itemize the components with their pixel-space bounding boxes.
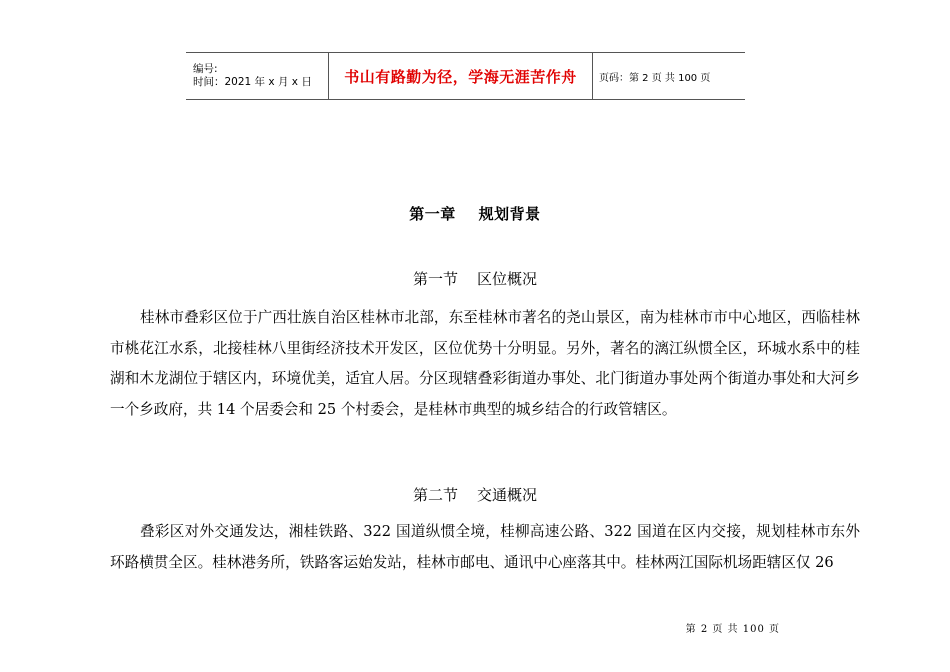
footer-page-number: 第 2 页 共 100 页 <box>685 624 780 635</box>
header-page-info: 页码：第 2 页 共 100 页 <box>599 72 711 84</box>
header-page-cell <box>593 53 745 99</box>
section-title-traffic: 第二节 交通概况 <box>412 486 538 504</box>
header-table <box>186 52 745 100</box>
document-time-label: 时间：2021 年 x 月 x 日 <box>193 76 312 88</box>
header-motto: 书山有路勤为径，学海无涯苦作舟 <box>344 67 577 86</box>
section-paragraph-traffic: 叠彩区对外交通发达，湘桂铁路、322 国道纵惯全境，桂柳高速公路、322 国道在区内交接，规划桂林市东外环路横贯全区。桂林港务所，铁路客运始发站，桂林市邮电、通讯中心座落其中。桂林两江国际机场距辖区仅 26 <box>110 523 860 571</box>
header-motto-cell <box>329 53 593 99</box>
chapter-title: 第一章 规划背景 <box>409 205 541 223</box>
document-number-label: 编号: <box>193 63 218 75</box>
section-title-location: 第一节 区位概况 <box>412 270 538 288</box>
header-meta-cell <box>186 53 329 99</box>
section-paragraph-location: 桂林市叠彩区位于广西壮族自治区桂林市北部，东至桂林市著名的尧山景区，南为桂林市市中心地区，西临桂林市桃花江水系，北接桂林八里街经济技术开发区，区位优势十分明显。另外，著名的漓江纵惯全区，环城水系中的桂湖和木龙湖位于辖区内，环境优美，适宜人居。分区现辖叠彩街道办事处、北门街道办事处两个街道办事处和大河乡一个乡政府，共 14 个居委会和 25 个村委会，是桂林市典型的城乡结合的行政管辖区。 <box>110 309 860 418</box>
